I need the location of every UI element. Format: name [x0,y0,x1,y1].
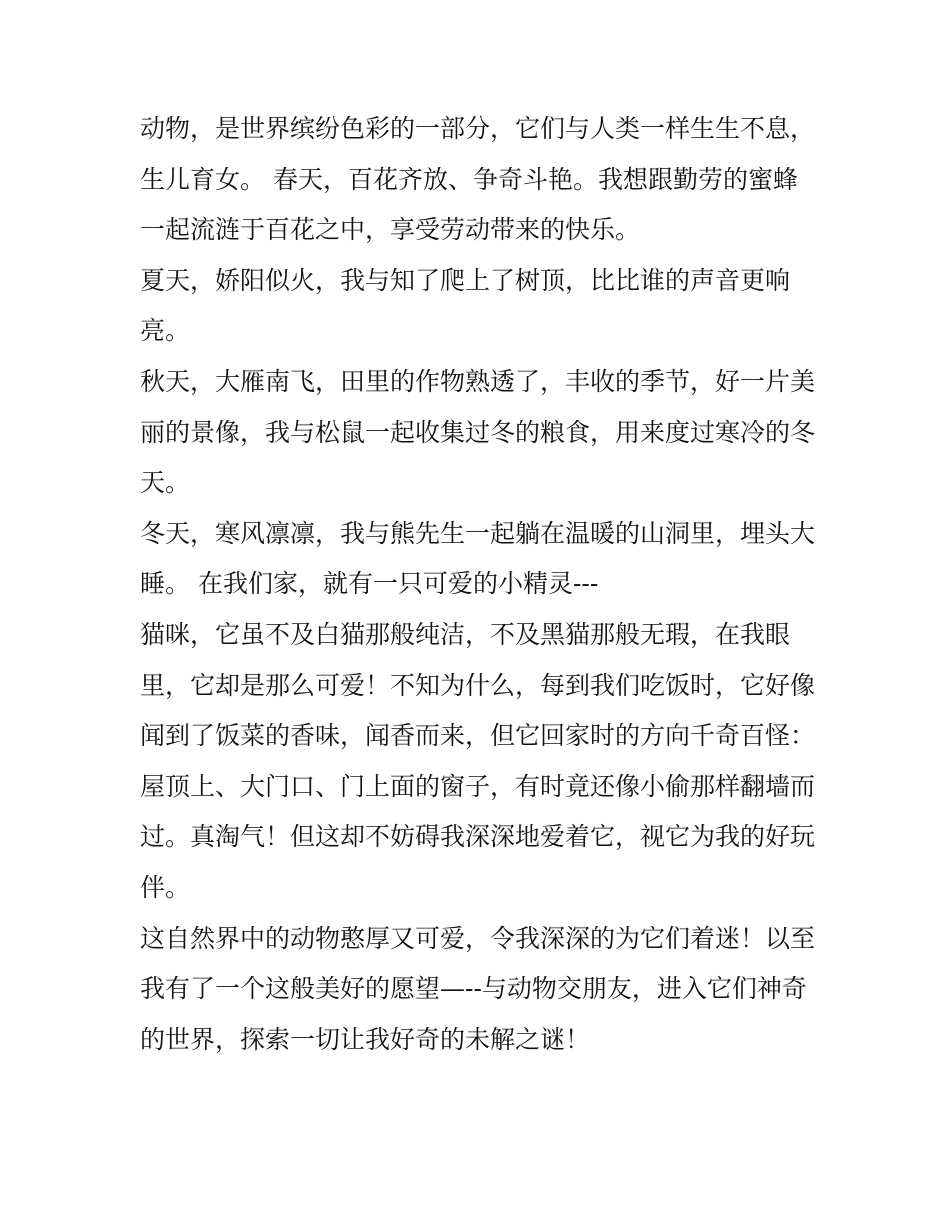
text-line-11: 猫咪，它虽不及白猫那般纯洁，不及黑猫那般无瑕，在我眼 [140,619,791,649]
text-line-10: 睡。 在我们家，就有一只可爱的小精灵--- [140,569,599,599]
text-line-7: 丽的景像，我与松鼠一起收集过冬的粮食，用来度过寒冷的冬 [140,417,816,447]
text-line-17: 这自然界中的动物憨厚又可爱，令我深深的为它们着迷！以至 [140,923,816,953]
text-line-8: 天。 [140,468,191,498]
text-line-15: 过。真淘气！但这却不妨碍我深深地爱着它，视它为我的好玩 [140,822,816,852]
text-line-13: 闻到了饭菜的香味，闻香而来，但它回家时的方向千奇百怪： [140,721,816,751]
text-line-12: 里，它却是那么可爱！不知为什么，每到我们吃饭时，它好像 [140,670,816,700]
text-line-3: 一起流涟于百花之中，享受劳动带来的快乐。 [140,215,641,245]
text-line-9: 冬天，寒风凛凛，我与熊先生一起躺在温暖的山洞里，埋头大 [140,518,816,548]
text-line-1: 动物，是世界缤纷色彩的一部分，它们与人类一样生生不息， [140,114,816,143]
text-line-14: 屋顶上、大门口、门上面的窗子，有时竟还像小偷那样翻墙而 [140,771,816,801]
text-line-16: 伴。 [140,872,191,902]
text-line-4: 夏天，娇阳似火，我与知了爬上了树顶，比比谁的声音更响 [140,265,791,295]
document-body [140,104,820,1065]
text-line-19: 的世界，探索一切让我好奇的未解之谜！ [140,1024,591,1054]
text-line-6: 秋天，大雁南飞，田里的作物熟透了，丰收的季节，好一片美 [140,366,816,396]
text-line-2: 生儿育女。 春天，百花齐放、争奇斗艳。我想跟勤劳的蜜蜂 [140,164,798,194]
text-line-5: 亮。 [140,316,191,346]
text-line-18: 我有了一个这般美好的愿望—--与动物交朋友，进入它们神奇 [140,974,807,1004]
